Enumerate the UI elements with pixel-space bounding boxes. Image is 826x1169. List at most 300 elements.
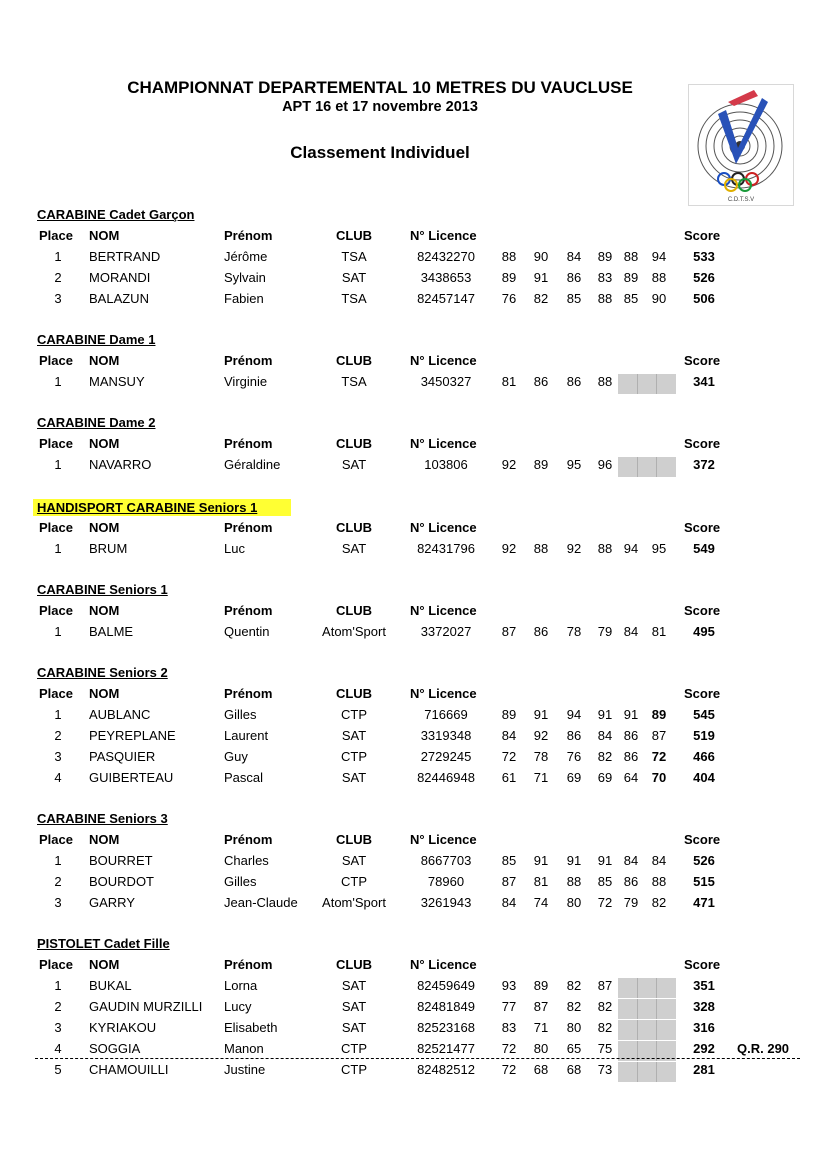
cell-series-score: 71 xyxy=(533,770,549,785)
table-row xyxy=(0,270,826,290)
cell-series-score: 76 xyxy=(501,291,517,306)
table-header xyxy=(0,228,826,248)
cell-series-score: 80 xyxy=(566,1020,582,1035)
cell-series-score: 83 xyxy=(501,1020,517,1035)
cell-place: 1 xyxy=(54,457,62,472)
classement-title: Classement Individuel xyxy=(290,143,470,162)
cell-licence: 3372027 xyxy=(420,624,472,639)
cell-licence: 3450327 xyxy=(420,374,472,389)
cell-nom: CHAMOUILLI xyxy=(89,1062,169,1077)
cell-total-score: 506 xyxy=(693,291,715,306)
cell-club: CTP xyxy=(341,707,367,722)
cell-series-score: 85 xyxy=(597,874,613,889)
col-licence: N° Licence xyxy=(410,832,477,847)
cell-place: 5 xyxy=(54,1062,62,1077)
cell-prenom: Guy xyxy=(224,749,248,764)
section-title: CARABINE Dame 2 xyxy=(37,415,156,430)
cell-series-score: 88 xyxy=(501,249,517,264)
cell-nom: PEYREPLANE xyxy=(89,728,176,743)
table-header xyxy=(0,603,826,623)
cell-qualification-note: Q.R. 290 xyxy=(737,1041,790,1056)
table-row xyxy=(0,291,826,311)
section-title: CARABINE Seniors 2 xyxy=(37,665,168,680)
col-prenom: Prénom xyxy=(224,353,273,368)
cell-prenom: Luc xyxy=(224,541,245,556)
cell-total-score: 466 xyxy=(693,749,715,764)
col-score: Score xyxy=(684,436,721,451)
cell-series-score: 82 xyxy=(566,978,582,993)
col-prenom: Prénom xyxy=(224,603,273,618)
cell-series-score: 84 xyxy=(651,853,667,868)
col-club: CLUB xyxy=(335,957,373,972)
cell-series-score: 84 xyxy=(501,895,517,910)
cell-series-score: 87 xyxy=(501,874,517,889)
cell-place: 1 xyxy=(54,707,62,722)
cell-club: CTP xyxy=(341,1041,367,1056)
table-header xyxy=(0,520,826,540)
cell-prenom: Lorna xyxy=(224,978,258,993)
cell-series-score: 86 xyxy=(566,374,582,389)
cell-series-score: 94 xyxy=(651,249,667,264)
cell-series-score: 88 xyxy=(566,874,582,889)
col-club: CLUB xyxy=(335,832,373,847)
cell-prenom: Gilles xyxy=(224,707,257,722)
col-nom: NOM xyxy=(89,686,120,701)
cell-series-score: 86 xyxy=(566,270,582,285)
cell-series-score: 88 xyxy=(533,541,549,556)
cell-prenom: Jean-Claude xyxy=(224,895,298,910)
cell-prenom: Quentin xyxy=(224,624,270,639)
col-score: Score xyxy=(684,353,721,368)
cell-series-score: 81 xyxy=(651,624,667,639)
cell-series-score: 64 xyxy=(623,770,639,785)
section-title: CARABINE Seniors 3 xyxy=(37,811,168,826)
cell-licence: 2729245 xyxy=(420,749,472,764)
cell-series-score: 89 xyxy=(533,978,549,993)
cell-nom: MANSUY xyxy=(89,374,145,389)
table-row xyxy=(0,728,826,748)
cell-series-score: 92 xyxy=(501,541,517,556)
cell-series-score: 91 xyxy=(533,853,549,868)
cell-club: CTP xyxy=(341,874,367,889)
cell-series-score: 80 xyxy=(533,1041,549,1056)
col-prenom: Prénom xyxy=(224,436,273,451)
cell-prenom: Elisabeth xyxy=(224,1020,278,1035)
cell-licence: 716669 xyxy=(424,707,468,722)
cell-series-score: 92 xyxy=(533,728,549,743)
col-score: Score xyxy=(684,520,721,535)
empty-series-cells xyxy=(618,457,676,477)
cell-series-score: 89 xyxy=(533,457,549,472)
table-row xyxy=(0,1020,826,1040)
cell-series-score: 80 xyxy=(566,895,582,910)
cell-total-score: 341 xyxy=(693,374,715,389)
cell-club: SAT xyxy=(341,978,367,993)
col-club: CLUB xyxy=(335,603,373,618)
col-club: CLUB xyxy=(335,228,373,243)
table-row xyxy=(0,874,826,894)
col-club: CLUB xyxy=(335,436,373,451)
cell-series-score: 85 xyxy=(623,291,639,306)
col-nom: NOM xyxy=(89,603,120,618)
col-place: Place xyxy=(39,957,73,972)
cell-nom: BUKAL xyxy=(89,978,132,993)
table-header xyxy=(0,353,826,373)
cell-series-score: 84 xyxy=(566,249,582,264)
cell-series-score: 82 xyxy=(651,895,667,910)
col-score: Score xyxy=(684,228,721,243)
cell-club: SAT xyxy=(341,270,367,285)
cell-licence: 3319348 xyxy=(420,728,472,743)
cell-nom: KYRIAKOU xyxy=(89,1020,157,1035)
cell-club: TSA xyxy=(341,291,367,306)
cell-series-score: 68 xyxy=(533,1062,549,1077)
col-nom: NOM xyxy=(89,832,120,847)
col-licence: N° Licence xyxy=(410,603,477,618)
cell-licence: 82481849 xyxy=(417,999,475,1014)
cell-series-score: 84 xyxy=(501,728,517,743)
cell-series-score: 86 xyxy=(623,749,639,764)
col-score: Score xyxy=(684,603,721,618)
cell-licence: 82523168 xyxy=(417,1020,475,1035)
cell-series-score: 76 xyxy=(566,749,582,764)
cell-series-score: 91 xyxy=(533,707,549,722)
col-licence: N° Licence xyxy=(410,228,477,243)
table-row xyxy=(0,770,826,790)
cell-series-score: 78 xyxy=(533,749,549,764)
cell-series-score: 89 xyxy=(651,707,667,722)
cell-total-score: 515 xyxy=(693,874,715,889)
col-club: CLUB xyxy=(335,520,373,535)
cell-prenom: Laurent xyxy=(224,728,269,743)
cell-total-score: 351 xyxy=(693,978,715,993)
cell-series-score: 70 xyxy=(651,770,667,785)
cell-series-score: 86 xyxy=(566,728,582,743)
cell-series-score: 72 xyxy=(501,1041,517,1056)
cell-series-score: 88 xyxy=(597,541,613,556)
table-row xyxy=(0,1062,826,1082)
cell-series-score: 84 xyxy=(623,853,639,868)
table-row xyxy=(0,853,826,873)
cell-series-score: 89 xyxy=(623,270,639,285)
cell-series-score: 87 xyxy=(533,999,549,1014)
cell-series-score: 89 xyxy=(501,270,517,285)
cell-prenom: Virginie xyxy=(224,374,268,389)
cell-series-score: 95 xyxy=(651,541,667,556)
cell-prenom: Justine xyxy=(224,1062,266,1077)
cell-series-score: 89 xyxy=(597,249,613,264)
cell-series-score: 71 xyxy=(533,1020,549,1035)
cell-prenom: Géraldine xyxy=(224,457,281,472)
cell-place: 2 xyxy=(54,270,62,285)
cell-nom: BERTRAND xyxy=(89,249,161,264)
cell-series-score: 86 xyxy=(533,374,549,389)
table-row xyxy=(0,707,826,727)
cell-place: 1 xyxy=(54,853,62,868)
cell-place: 1 xyxy=(54,978,62,993)
cell-series-score: 88 xyxy=(597,374,613,389)
cell-prenom: Charles xyxy=(224,853,269,868)
table-row xyxy=(0,978,826,998)
table-header xyxy=(0,832,826,852)
cell-series-score: 87 xyxy=(501,624,517,639)
cell-series-score: 72 xyxy=(651,749,667,764)
cell-place: 3 xyxy=(54,1020,62,1035)
col-place: Place xyxy=(39,353,73,368)
col-place: Place xyxy=(39,832,73,847)
cell-series-score: 83 xyxy=(597,270,613,285)
empty-series-cells xyxy=(618,1020,676,1040)
cell-nom: AUBLANC xyxy=(89,707,151,722)
empty-series-cells xyxy=(618,1062,676,1082)
cell-nom: GUIBERTEAU xyxy=(89,770,174,785)
cell-series-score: 88 xyxy=(623,249,639,264)
col-nom: NOM xyxy=(89,520,120,535)
cell-licence: 78960 xyxy=(427,874,465,889)
col-prenom: Prénom xyxy=(224,228,273,243)
empty-series-cells xyxy=(618,978,676,998)
cell-total-score: 533 xyxy=(693,249,715,264)
cell-series-score: 87 xyxy=(597,978,613,993)
col-score: Score xyxy=(684,957,721,972)
cell-series-score: 84 xyxy=(597,728,613,743)
col-place: Place xyxy=(39,686,73,701)
cell-prenom: Lucy xyxy=(224,999,252,1014)
cell-series-score: 94 xyxy=(623,541,639,556)
cell-series-score: 69 xyxy=(597,770,613,785)
cell-place: 1 xyxy=(54,624,62,639)
cell-licence: 82459649 xyxy=(417,978,475,993)
cell-series-score: 61 xyxy=(501,770,517,785)
col-prenom: Prénom xyxy=(224,520,273,535)
cell-series-score: 92 xyxy=(501,457,517,472)
col-place: Place xyxy=(39,436,73,451)
cell-club: SAT xyxy=(341,999,367,1014)
cell-series-score: 92 xyxy=(566,541,582,556)
empty-series-cells xyxy=(618,374,676,394)
cell-total-score: 316 xyxy=(693,1020,715,1035)
col-licence: N° Licence xyxy=(410,353,477,368)
cell-prenom: Sylvain xyxy=(224,270,266,285)
col-prenom: Prénom xyxy=(224,832,273,847)
cell-place: 2 xyxy=(54,999,62,1014)
cell-licence: 82457147 xyxy=(417,291,475,306)
cell-place: 1 xyxy=(54,541,62,556)
cell-club: SAT xyxy=(341,853,367,868)
cell-series-score: 91 xyxy=(597,853,613,868)
cell-nom: GARRY xyxy=(89,895,135,910)
cell-nom: BOURRET xyxy=(89,853,153,868)
cell-series-score: 94 xyxy=(566,707,582,722)
section-title: HANDISPORT CARABINE Seniors 1 xyxy=(33,499,291,516)
cell-series-score: 84 xyxy=(623,624,639,639)
cell-series-score: 95 xyxy=(566,457,582,472)
cell-place: 1 xyxy=(54,374,62,389)
cell-series-score: 72 xyxy=(597,895,613,910)
table-row xyxy=(0,249,826,269)
empty-series-cells xyxy=(618,999,676,1019)
table-row xyxy=(0,624,826,644)
cell-series-score: 82 xyxy=(597,999,613,1014)
cell-series-score: 86 xyxy=(623,874,639,889)
cell-licence: 82482512 xyxy=(417,1062,475,1077)
cell-series-score: 88 xyxy=(651,874,667,889)
cell-series-score: 91 xyxy=(623,707,639,722)
cell-series-score: 88 xyxy=(597,291,613,306)
cell-prenom: Fabien xyxy=(224,291,264,306)
cell-series-score: 72 xyxy=(501,749,517,764)
col-nom: NOM xyxy=(89,353,120,368)
col-licence: N° Licence xyxy=(410,436,477,451)
cell-series-score: 79 xyxy=(597,624,613,639)
cell-club: SAT xyxy=(341,728,367,743)
cell-prenom: Manon xyxy=(224,1041,264,1056)
cell-nom: SOGGIA xyxy=(89,1041,141,1056)
col-nom: NOM xyxy=(89,436,120,451)
cell-total-score: 328 xyxy=(693,999,715,1014)
cell-series-score: 93 xyxy=(501,978,517,993)
col-prenom: Prénom xyxy=(224,957,273,972)
cell-series-score: 90 xyxy=(651,291,667,306)
cell-place: 3 xyxy=(54,749,62,764)
cell-place: 2 xyxy=(54,874,62,889)
cell-total-score: 545 xyxy=(693,707,715,722)
table-header xyxy=(0,957,826,977)
cell-total-score: 495 xyxy=(693,624,715,639)
col-licence: N° Licence xyxy=(410,686,477,701)
col-score: Score xyxy=(684,686,721,701)
section-title: CARABINE Seniors 1 xyxy=(37,582,168,597)
cell-licence: 82446948 xyxy=(417,770,475,785)
cell-total-score: 281 xyxy=(693,1062,715,1077)
col-nom: NOM xyxy=(89,957,120,972)
cell-series-score: 72 xyxy=(501,1062,517,1077)
cell-series-score: 87 xyxy=(651,728,667,743)
section-title: CARABINE Cadet Garçon xyxy=(37,207,195,222)
cell-total-score: 372 xyxy=(693,457,715,472)
cell-licence: 8667703 xyxy=(420,853,472,868)
col-score: Score xyxy=(684,832,721,847)
cell-nom: MORANDI xyxy=(89,270,151,285)
col-club: CLUB xyxy=(335,686,373,701)
cell-nom: BOURDOT xyxy=(89,874,154,889)
table-row xyxy=(0,541,826,561)
col-place: Place xyxy=(39,520,73,535)
col-place: Place xyxy=(39,603,73,618)
cell-place: 3 xyxy=(54,291,62,306)
cell-club: CTP xyxy=(341,1062,367,1077)
table-row xyxy=(0,457,826,477)
cell-licence: 82521477 xyxy=(417,1041,475,1056)
col-club: CLUB xyxy=(335,353,373,368)
table-row xyxy=(0,895,826,915)
cell-nom: BRUM xyxy=(89,541,128,556)
cell-series-score: 73 xyxy=(597,1062,613,1077)
cell-licence: 82432270 xyxy=(417,249,475,264)
cell-place: 1 xyxy=(54,249,62,264)
cell-series-score: 79 xyxy=(623,895,639,910)
cell-series-score: 86 xyxy=(533,624,549,639)
cell-series-score: 86 xyxy=(623,728,639,743)
cell-total-score: 292 xyxy=(693,1041,715,1056)
cell-series-score: 85 xyxy=(566,291,582,306)
table-row xyxy=(0,749,826,769)
table-row xyxy=(0,374,826,394)
cell-series-score: 81 xyxy=(533,874,549,889)
page-title: CHAMPIONNAT DEPARTEMENTAL 10 METRES DU VAUCLUSE xyxy=(127,78,633,97)
col-licence: N° Licence xyxy=(410,520,477,535)
cell-total-score: 526 xyxy=(693,270,715,285)
cell-series-score: 88 xyxy=(651,270,667,285)
cell-series-score: 82 xyxy=(566,999,582,1014)
cell-club: TSA xyxy=(341,249,367,264)
cell-series-score: 82 xyxy=(533,291,549,306)
cell-place: 2 xyxy=(54,728,62,743)
svg-text:C.D.T.S.V: C.D.T.S.V xyxy=(727,197,755,203)
page-subtitle: APT 16 et 17 novembre 2013 xyxy=(282,99,478,115)
cell-club: Atom'Sport xyxy=(322,895,386,910)
cell-series-score: 91 xyxy=(533,270,549,285)
col-licence: N° Licence xyxy=(410,957,477,972)
cell-club: SAT xyxy=(341,457,367,472)
table-row xyxy=(0,999,826,1019)
cell-series-score: 65 xyxy=(566,1041,582,1056)
cell-series-score: 75 xyxy=(597,1041,613,1056)
cell-licence: 3261943 xyxy=(420,895,472,910)
cell-nom: BALAZUN xyxy=(89,291,149,306)
qualification-cut-line xyxy=(35,1058,800,1059)
table-header xyxy=(0,686,826,706)
cell-series-score: 91 xyxy=(597,707,613,722)
cdtsv-logo xyxy=(688,84,794,206)
cell-place: 3 xyxy=(54,895,62,910)
cell-series-score: 82 xyxy=(597,1020,613,1035)
table-header xyxy=(0,436,826,456)
cell-prenom: Pascal xyxy=(224,770,264,785)
cell-club: TSA xyxy=(341,374,367,389)
cell-club: Atom'Sport xyxy=(322,624,386,639)
cell-series-score: 96 xyxy=(597,457,613,472)
cell-nom: GAUDIN MURZILLI xyxy=(89,999,203,1014)
cell-place: 4 xyxy=(54,770,62,785)
cell-series-score: 77 xyxy=(501,999,517,1014)
cell-series-score: 74 xyxy=(533,895,549,910)
col-place: Place xyxy=(39,228,73,243)
cell-club: SAT xyxy=(341,770,367,785)
cell-series-score: 91 xyxy=(566,853,582,868)
cell-licence: 103806 xyxy=(424,457,468,472)
cell-total-score: 526 xyxy=(693,853,715,868)
cell-licence: 3438653 xyxy=(420,270,472,285)
cell-club: SAT xyxy=(341,1020,367,1035)
section-title: CARABINE Dame 1 xyxy=(37,332,156,347)
cell-nom: BALME xyxy=(89,624,134,639)
cell-total-score: 519 xyxy=(693,728,715,743)
section-title: PISTOLET Cadet Fille xyxy=(37,936,170,951)
cell-prenom: Gilles xyxy=(224,874,257,889)
cell-club: SAT xyxy=(341,541,367,556)
cell-series-score: 69 xyxy=(566,770,582,785)
cell-series-score: 78 xyxy=(566,624,582,639)
cell-series-score: 89 xyxy=(501,707,517,722)
cell-series-score: 81 xyxy=(501,374,517,389)
col-nom: NOM xyxy=(89,228,120,243)
cell-total-score: 404 xyxy=(693,770,715,785)
cell-nom: PASQUIER xyxy=(89,749,156,764)
cell-series-score: 82 xyxy=(597,749,613,764)
cell-series-score: 90 xyxy=(533,249,549,264)
cell-nom: NAVARRO xyxy=(89,457,152,472)
